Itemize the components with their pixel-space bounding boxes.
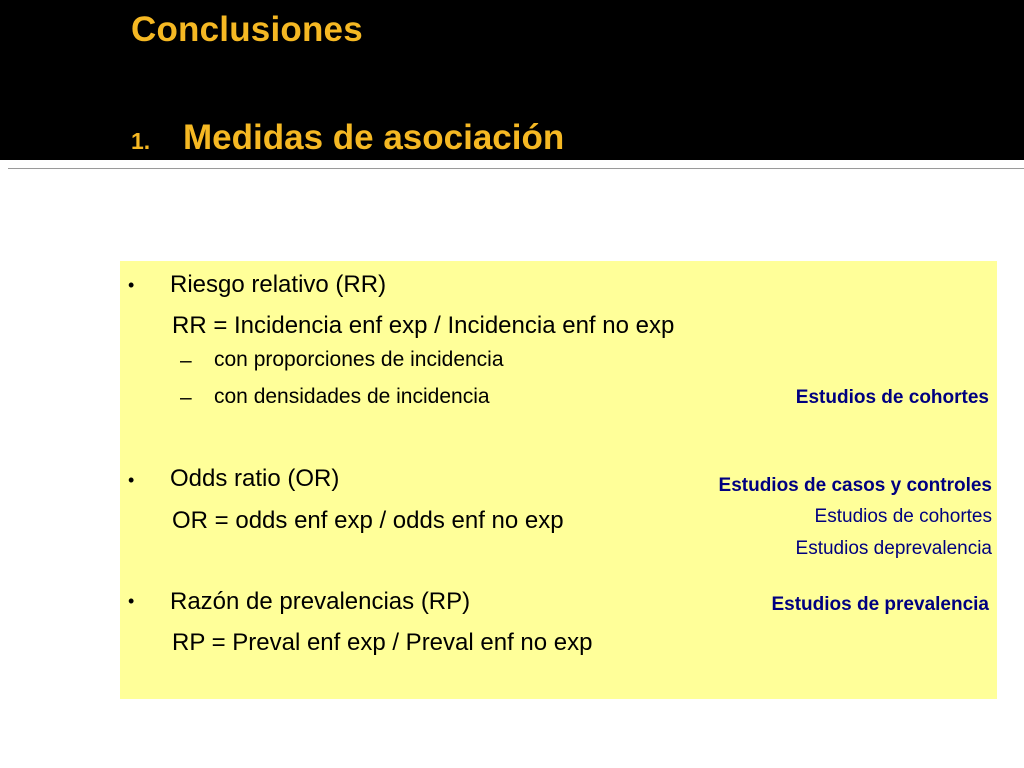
content-box <box>120 261 997 699</box>
section-title: Medidas de asociación <box>183 118 565 157</box>
bullet-icon: • <box>128 275 135 295</box>
section-number: 1. <box>131 128 151 154</box>
header-band <box>0 0 1024 160</box>
or-heading: Odds ratio (OR) <box>170 465 340 492</box>
or-study-note-casos: Estudios de casos y controles <box>718 475 992 496</box>
rr-heading: Riesgo relativo (RR) <box>170 271 387 298</box>
rp-formula: RP = Preval enf exp / Preval enf no exp <box>172 629 593 656</box>
rr-study-note: Estudios de cohortes <box>795 387 989 408</box>
dash-icon: – <box>180 386 192 409</box>
rr-formula: RR = Incidencia enf exp / Incidencia enf no exp <box>172 312 675 339</box>
or-study-note-cohortes: Estudios de cohortes <box>814 506 992 527</box>
or-study-note-prevalencia: Estudios deprevalencia <box>795 538 992 559</box>
bullet-icon: • <box>128 470 135 490</box>
or-formula: OR = odds enf exp / odds enf no exp <box>172 507 564 534</box>
rp-heading: Razón de prevalencias (RP) <box>170 588 471 615</box>
section-heading <box>131 118 564 158</box>
rr-sub-item-proporciones: con proporciones de incidencia <box>214 348 504 371</box>
rr-sub-item-densidades: con densidades de incidencia <box>214 385 490 408</box>
dash-icon: – <box>180 349 192 372</box>
divider-line <box>8 168 1024 169</box>
rp-study-note: Estudios de prevalencia <box>771 594 989 615</box>
slide-title: Conclusiones <box>131 10 363 49</box>
bullet-icon: • <box>128 591 135 611</box>
